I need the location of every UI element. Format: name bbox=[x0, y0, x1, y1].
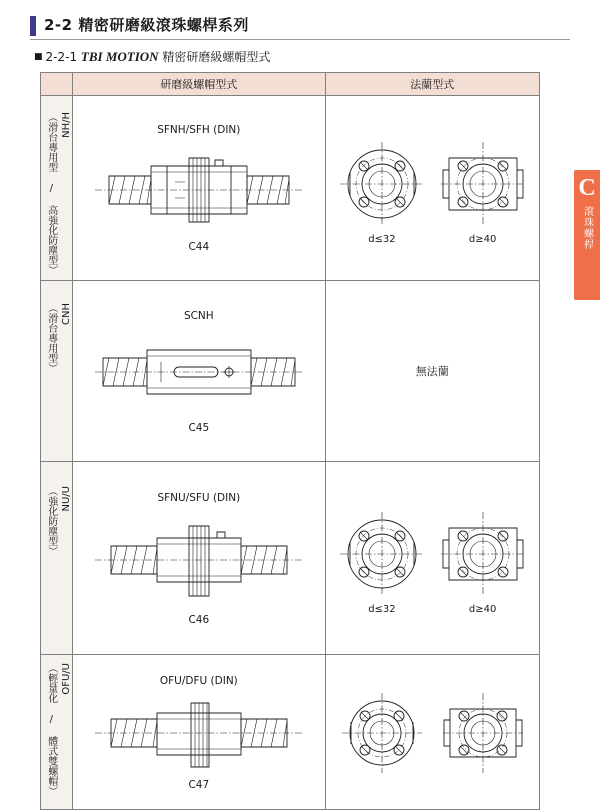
flange-caption: d≥40 bbox=[468, 233, 497, 245]
sfnh-sfh-drawing-svg bbox=[89, 136, 309, 241]
subheading-text: 精密研磨級螺帽型式 bbox=[162, 50, 271, 64]
nut-type-table bbox=[40, 72, 540, 810]
row-code: NU/U bbox=[61, 486, 73, 512]
side-tab-text: 滾珠螺桿 bbox=[581, 206, 593, 250]
part-title: SFNH/SFH (DIN) bbox=[157, 124, 241, 136]
flange-small-svg bbox=[336, 506, 428, 602]
scnh-drawing-svg bbox=[89, 322, 309, 422]
flange-drawing-cell-nh bbox=[325, 96, 539, 281]
table-header-row bbox=[41, 73, 540, 96]
flange-item bbox=[336, 136, 428, 245]
part-title: SCNH bbox=[183, 309, 214, 322]
row-label: （滑台專用型） bbox=[45, 303, 57, 373]
nut-drawing bbox=[73, 504, 325, 614]
flange-large-svg bbox=[437, 506, 529, 602]
nut-drawing-cell-cnh bbox=[73, 281, 326, 462]
row-label: （輕量化 / 體式雙螺帽） bbox=[45, 663, 57, 796]
bullet-icon: ■ bbox=[34, 52, 43, 62]
column-header-nut-type: 研磨級螺帽型式 bbox=[73, 73, 326, 96]
flange-item bbox=[437, 136, 529, 245]
page-title: 2-2 精密研磨級滾珠螺桿系列 bbox=[44, 16, 249, 34]
flange-group bbox=[326, 683, 539, 781]
flange-drawing-cell-ofu bbox=[325, 655, 539, 810]
row-code: OFU/U bbox=[61, 663, 73, 695]
nut-drawing-cell-nh bbox=[73, 96, 326, 281]
flange-drawing-cell-cnh bbox=[325, 281, 539, 462]
row-label-cell bbox=[41, 655, 73, 810]
subheading-brand: TBI MOTION bbox=[80, 49, 159, 64]
part-title: SFNU/SFU (DIN) bbox=[157, 491, 241, 504]
page-header bbox=[30, 14, 570, 40]
header-divider bbox=[30, 39, 570, 40]
flange-large-svg bbox=[437, 687, 529, 779]
part-code: C47 bbox=[188, 778, 210, 791]
table-row bbox=[41, 96, 540, 281]
part-code: C46 bbox=[188, 613, 210, 626]
section-subheading bbox=[34, 48, 270, 65]
flange-group bbox=[326, 132, 539, 245]
flange-large-svg bbox=[437, 136, 529, 232]
flange-caption: d≤32 bbox=[368, 233, 396, 245]
column-header-flange-type: 法蘭型式 bbox=[325, 73, 539, 96]
flange-caption: d≥40 bbox=[468, 603, 497, 615]
part-title: OFU/DFU (DIN) bbox=[159, 674, 238, 687]
row-label-cell bbox=[41, 281, 73, 462]
subheading-number: 2-2-1 bbox=[45, 50, 78, 64]
part-code: C44 bbox=[188, 241, 210, 253]
section-side-tab[interactable] bbox=[574, 170, 600, 300]
side-tab-letter: C bbox=[578, 175, 596, 201]
no-flange-text: 無法蘭 bbox=[415, 365, 449, 378]
flange-drawing-cell-nu bbox=[325, 462, 539, 655]
part-code: C45 bbox=[188, 421, 210, 434]
nut-drawing bbox=[73, 136, 325, 241]
flange-item bbox=[437, 506, 529, 615]
flange-small-svg bbox=[336, 136, 428, 232]
nut-drawing bbox=[73, 687, 325, 779]
row-code: CNH bbox=[61, 303, 73, 325]
row-label-cell bbox=[41, 96, 73, 281]
nut-drawing-cell-ofu bbox=[73, 655, 326, 810]
row-label: （強化防塵型） bbox=[45, 486, 57, 556]
flange-item bbox=[336, 687, 428, 781]
flange-item bbox=[336, 506, 428, 615]
sfnu-sfu-drawing-svg bbox=[89, 504, 309, 614]
flange-group bbox=[326, 502, 539, 615]
flange-small-svg bbox=[336, 687, 428, 779]
ofu-dfu-drawing-svg bbox=[89, 687, 309, 779]
table-row bbox=[41, 655, 540, 810]
table-row bbox=[41, 462, 540, 655]
header-accent-bar bbox=[30, 16, 36, 36]
row-label: （滑台專用型 / 高強化防塵型） bbox=[45, 112, 57, 275]
flange-item bbox=[437, 687, 529, 781]
row-code: NH/H bbox=[61, 112, 73, 138]
nut-drawing bbox=[73, 322, 325, 422]
nut-drawing-cell-nu bbox=[73, 462, 326, 655]
flange-caption: d≤32 bbox=[368, 603, 396, 615]
column-header-label bbox=[41, 73, 73, 96]
table-row bbox=[41, 281, 540, 462]
row-label-cell bbox=[41, 462, 73, 655]
